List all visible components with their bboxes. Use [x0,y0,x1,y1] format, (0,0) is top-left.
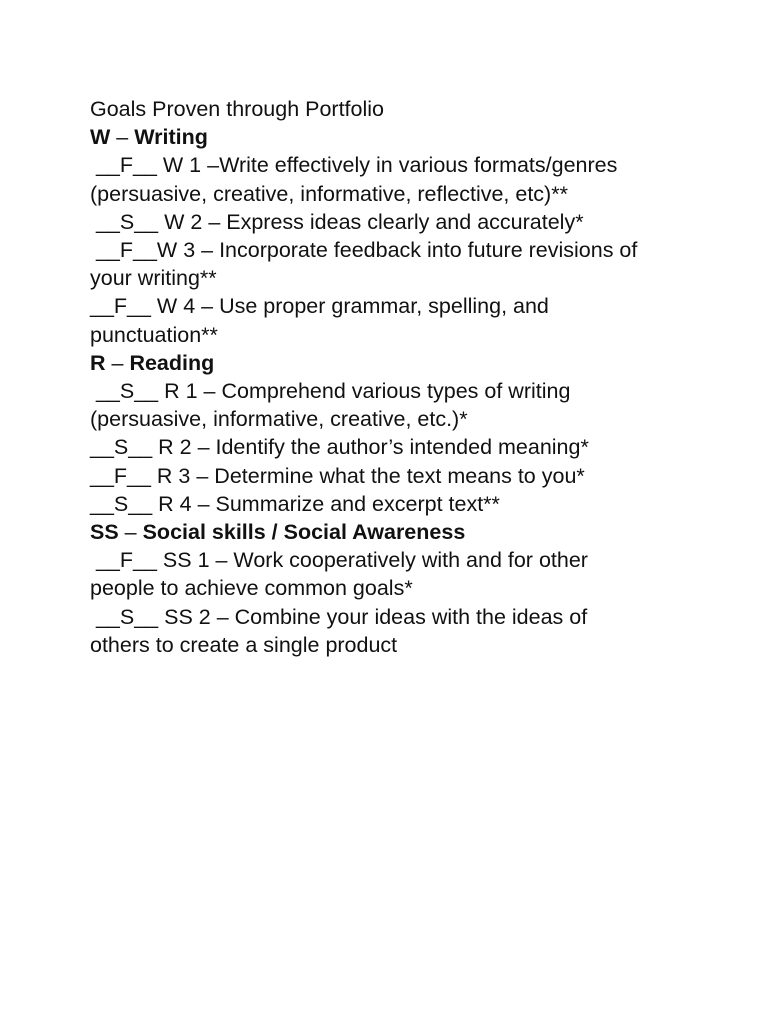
document-title: Goals Proven through Portfolio [90,97,384,121]
section-name: Reading [129,350,215,375]
section-heading-writing [90,123,730,151]
section-code: W [90,125,111,150]
goal-line: __F__ R 3 – Determine what the text means to you* [90,463,585,488]
section-dash: – [118,520,143,545]
goal-line: (persuasive, creative, informative, reflective, etc)** [90,181,568,206]
section-name: Writing [134,125,208,150]
goal-line: (persuasive, informative, creative, etc.)* [90,407,468,432]
section-heading-social-skills [90,518,730,546]
goal-line: __F__ W 4 – Use proper grammar, spelling, and [90,294,549,319]
goal-line: __F__W 3 – Incorporate feedback into future revisions of [90,238,638,263]
goal-line: others to create a single product [90,632,398,657]
goal-line: your writing** [90,266,217,291]
section-code: R [90,350,106,375]
goal-line: __S__ R 4 – Summarize and excerpt text** [90,491,500,516]
goal-line: __S__ W 2 – Express ideas clearly and accurately* [90,209,584,234]
section-dash: – [110,125,135,150]
document-body [90,95,730,659]
section-heading-reading [90,349,730,377]
section-name: Social skills / Social Awareness [142,520,466,545]
section-dash: – [105,350,130,375]
goal-line: __S__ R 2 – Identify the author’s intended meaning* [90,435,589,460]
goal-line: people to achieve common goals* [90,576,413,601]
goal-line: __S__ SS 2 – Combine your ideas with the ideas of [90,604,588,629]
section-code: SS [90,520,119,545]
goal-line: __S__ R 1 – Comprehend various types of writing [90,379,571,404]
goal-line: __F__ W 1 –Write effectively in various formats/genres [90,153,618,178]
goal-line: punctuation** [90,322,218,347]
goal-line: __F__ SS 1 – Work cooperatively with and for other [90,548,588,573]
